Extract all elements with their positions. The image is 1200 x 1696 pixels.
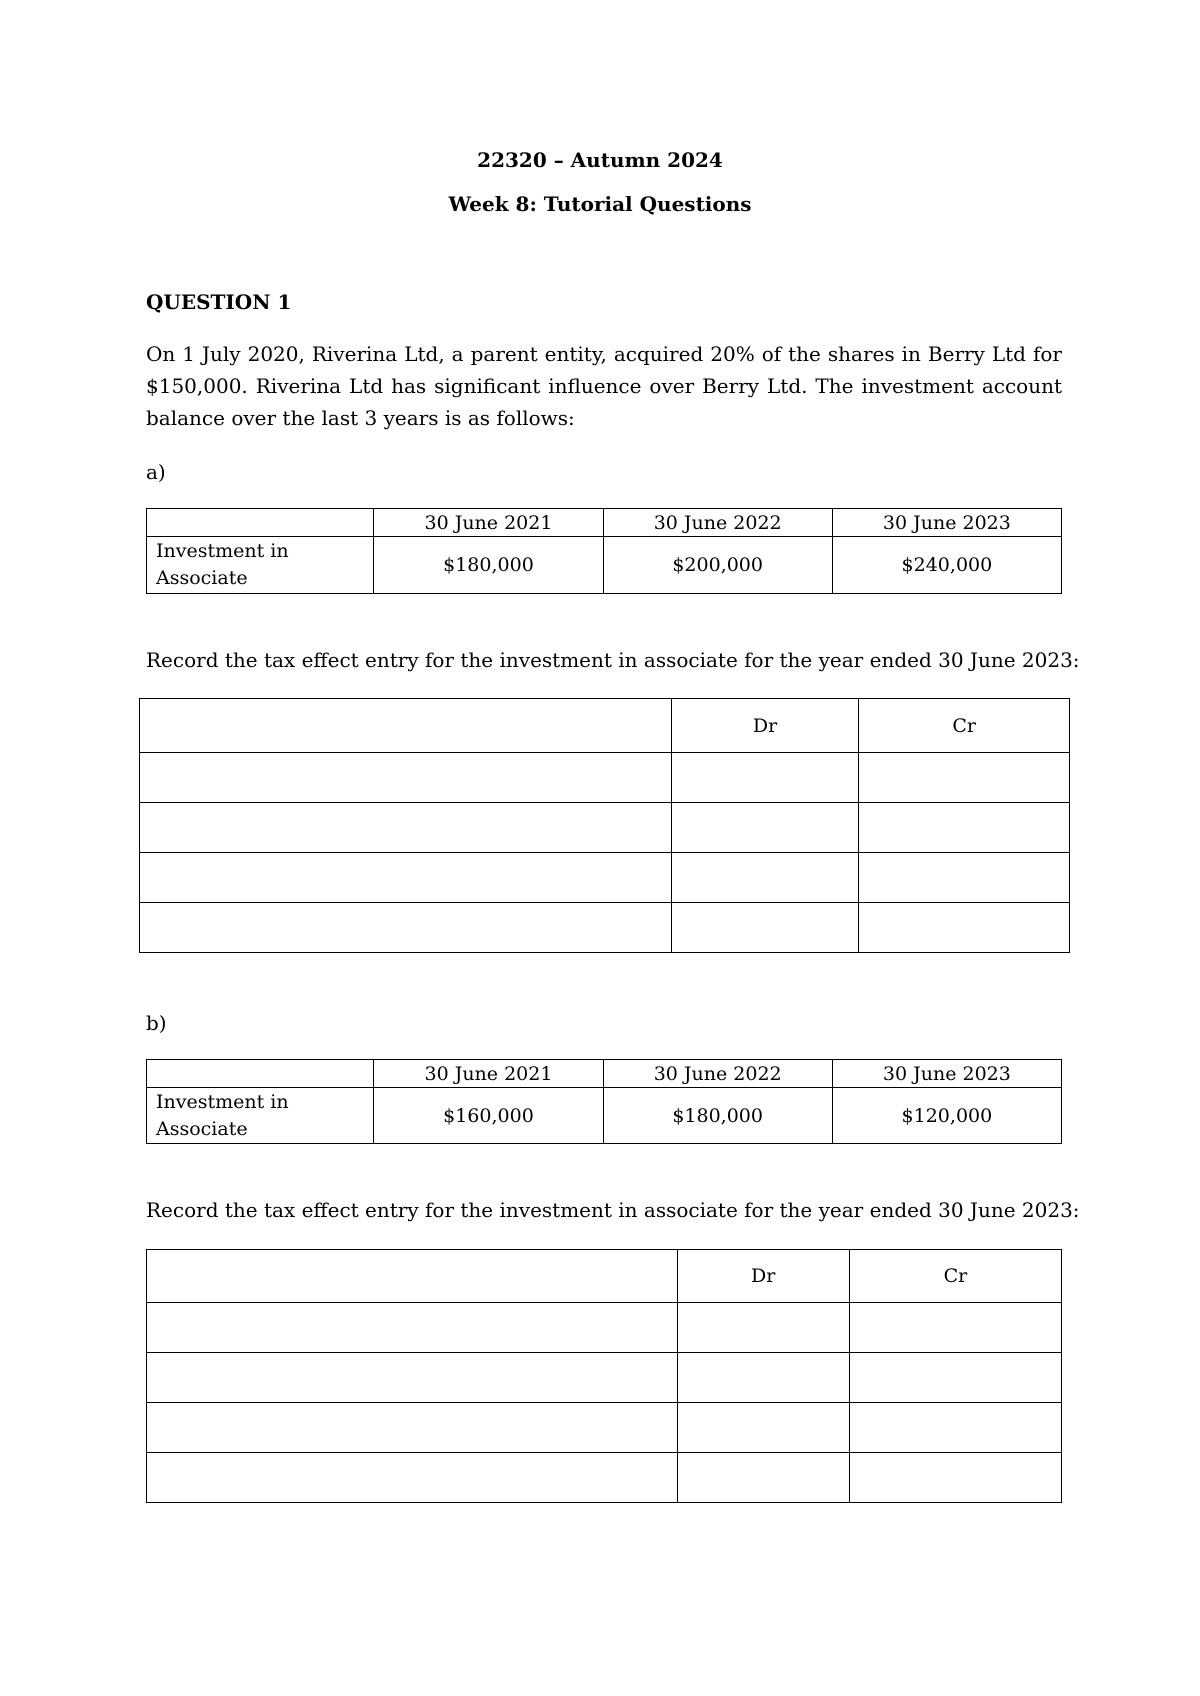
header-cell bbox=[147, 1060, 374, 1088]
account-input-cell[interactable] bbox=[140, 903, 672, 953]
account-input-cell[interactable] bbox=[147, 1453, 678, 1503]
journal-header-row bbox=[147, 1250, 1062, 1303]
cr-input-cell[interactable] bbox=[849, 1303, 1061, 1353]
dr-input-cell[interactable] bbox=[671, 903, 859, 953]
journal-row[interactable] bbox=[147, 1353, 1062, 1403]
cr-input-cell[interactable] bbox=[849, 1403, 1061, 1453]
intro-line: On 1 July 2020, Riverina Ltd, a parent entity, acquired 20% of the shares in Berry Ltd for bbox=[146, 342, 1062, 366]
dr-input-cell[interactable] bbox=[677, 1403, 849, 1453]
dr-input-cell[interactable] bbox=[677, 1453, 849, 1503]
question-heading: QUESTION 1 bbox=[146, 290, 292, 314]
header-cell: 30 June 2023 bbox=[832, 509, 1061, 537]
dr-input-cell[interactable] bbox=[671, 853, 859, 903]
header-cell: 30 June 2022 bbox=[603, 1060, 832, 1088]
account-input-cell[interactable] bbox=[140, 753, 672, 803]
value-cell: $160,000 bbox=[374, 1088, 603, 1144]
question-intro bbox=[146, 338, 1062, 434]
cr-input-cell[interactable] bbox=[859, 753, 1070, 803]
balance-table-a bbox=[146, 508, 1062, 594]
value-cell: $200,000 bbox=[603, 537, 832, 594]
header-cell: 30 June 2021 bbox=[374, 1060, 603, 1088]
course-title: 22320 – Autumn 2024 bbox=[477, 148, 723, 172]
intro-line: $150,000. Riverina Ltd has significant influence over Berry Ltd. The investment account bbox=[146, 374, 1062, 398]
dr-header: Dr bbox=[677, 1250, 849, 1303]
cr-input-cell[interactable] bbox=[859, 803, 1070, 853]
journal-header-row bbox=[140, 699, 1070, 753]
value-cell: $180,000 bbox=[374, 537, 603, 594]
dr-input-cell[interactable] bbox=[671, 803, 859, 853]
dr-input-cell[interactable] bbox=[671, 753, 859, 803]
account-input-cell[interactable] bbox=[147, 1303, 678, 1353]
dr-header: Dr bbox=[671, 699, 859, 753]
dr-input-cell[interactable] bbox=[677, 1303, 849, 1353]
journal-row[interactable] bbox=[147, 1403, 1062, 1453]
journal-table-a bbox=[139, 698, 1070, 953]
header-cell: 30 June 2023 bbox=[832, 1060, 1061, 1088]
journal-table-b bbox=[146, 1249, 1062, 1503]
value-cell: $120,000 bbox=[832, 1088, 1061, 1144]
intro-line: balance over the last 3 years is as follows: bbox=[146, 406, 575, 430]
account-input-cell[interactable] bbox=[147, 1353, 678, 1403]
row-label-line: Associate bbox=[156, 1117, 248, 1140]
header-cell: 30 June 2021 bbox=[374, 509, 603, 537]
row-label bbox=[147, 537, 374, 594]
account-input-cell[interactable] bbox=[147, 1403, 678, 1453]
journal-row[interactable] bbox=[140, 903, 1070, 953]
table-row bbox=[147, 537, 1062, 594]
row-label-line: Investment in bbox=[156, 1090, 289, 1113]
journal-row[interactable] bbox=[147, 1303, 1062, 1353]
cr-input-cell[interactable] bbox=[849, 1453, 1061, 1503]
journal-row[interactable] bbox=[140, 803, 1070, 853]
cr-input-cell[interactable] bbox=[849, 1353, 1061, 1403]
row-label-line: Associate bbox=[156, 567, 248, 589]
value-cell: $180,000 bbox=[603, 1088, 832, 1144]
row-label bbox=[147, 1088, 374, 1144]
header-cell bbox=[147, 509, 374, 537]
dr-input-cell[interactable] bbox=[677, 1353, 849, 1403]
balance-table-b bbox=[146, 1059, 1062, 1144]
value-cell: $240,000 bbox=[832, 537, 1061, 594]
journal-row[interactable] bbox=[140, 753, 1070, 803]
instruction-a: Record the tax effect entry for the investment in associate for the year ended 30 June 2023: bbox=[146, 648, 1080, 672]
cr-header: Cr bbox=[849, 1250, 1061, 1303]
journal-account-cell bbox=[140, 699, 672, 753]
part-a-label: a) bbox=[146, 460, 166, 484]
journal-row[interactable] bbox=[147, 1453, 1062, 1503]
cr-input-cell[interactable] bbox=[859, 853, 1070, 903]
cr-header: Cr bbox=[859, 699, 1070, 753]
instruction-b: Record the tax effect entry for the investment in associate for the year ended 30 June 2023: bbox=[146, 1198, 1080, 1222]
cr-input-cell[interactable] bbox=[859, 903, 1070, 953]
journal-account-cell bbox=[147, 1250, 678, 1303]
table-header-row bbox=[147, 1060, 1062, 1088]
journal-row[interactable] bbox=[140, 853, 1070, 903]
page-subtitle: Week 8: Tutorial Questions bbox=[448, 192, 752, 216]
row-label-line: Investment in bbox=[156, 540, 289, 562]
table-row bbox=[147, 1088, 1062, 1144]
header-cell: 30 June 2022 bbox=[603, 509, 832, 537]
account-input-cell[interactable] bbox=[140, 853, 672, 903]
account-input-cell[interactable] bbox=[140, 803, 672, 853]
part-b-label: b) bbox=[146, 1011, 167, 1035]
table-header-row bbox=[147, 509, 1062, 537]
